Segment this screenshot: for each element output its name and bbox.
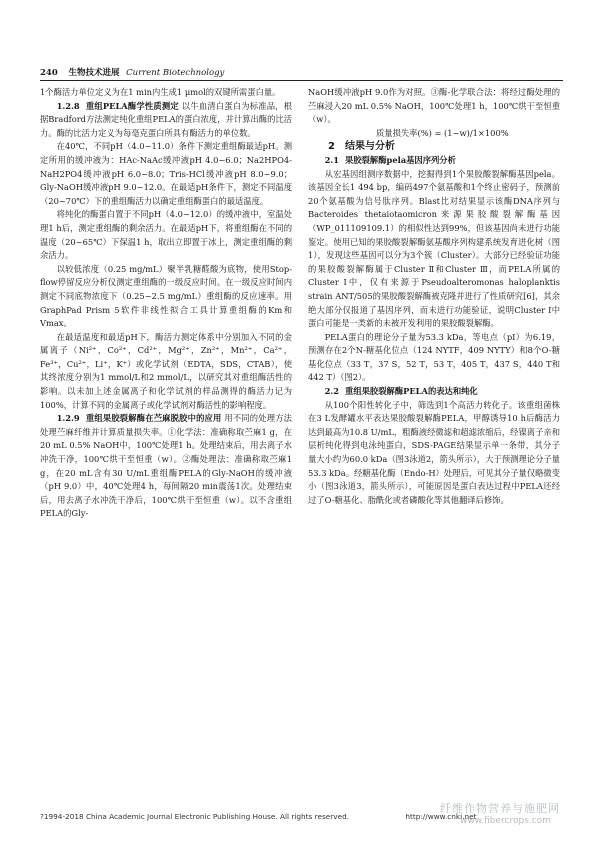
section-title: 重组果胶裂解酶PELA的表达和纯化 [345,386,478,397]
section-number: 2.2 [324,386,340,397]
journal-name-en: Current Biotechnology [126,68,225,78]
paragraph-sequence-analysis: 从宏基因组测序数据中，挖掘得到1个果胶酸裂解酶基因pela。该基因全长1 494 bp，编码497个氨基酸和1个终止密码子，预测前20个氨基酸为信号肽序列。Blast比对结果显示该酶DNA序列与Bacteroides thetaiotaomicron来源果胶酸裂解酶基因（WP_011109109.1）的相似性达到99%，但该基因尚未进行功能鉴定。使用已知的果胶酸裂解酶氨基酸序列构建系统发育进化树（图1），发现这些基因可以分为3个簇（Cluster）。大部分已经验证功能的果胶酸裂解酶属于Cluster Ⅱ和Cluster Ⅲ，而PELA所属的Cluster Ⅰ中，仅有来源于Pseudoalteromonas haloplanktis strain ANT/505的果胶酸裂解酶被克隆并进行了性质研究[6]，其余绝大部分仅报道了基因序列，而未进行功能验证，说明Cluster Ⅰ中蛋白可能是一类新的未被开发利用的果胶酸裂解酶。 [308,168,560,329]
paragraph-optimal-ph: 在40℃，不同pH（4.0~11.0）条件下测定重组酶最适pH。测定所用的缓冲液为：HAc-NaAc缓冲液pH 4.0~6.0；Na2HPO4-NaH2PO4缓冲液pH 6.0~8.0；Tris-HCl缓冲液pH 8.0~9.0；Gly-NaOH缓冲液pH 9.0~12.0。在最适pH条件下，测定不同温度（20~70℃）下的重组酶活力以确定重组酶蛋白的最适温度。 [40,141,292,206]
section-number: 1.2.9 [56,413,80,424]
section-2-1-heading [308,154,560,168]
watermark-url: www.fibercrops.com [460,816,551,826]
journal-name-cn: 生物技术进展 [68,68,120,78]
page-number: 240 [40,68,58,78]
section-number: 2 [328,141,335,153]
copyright-notice: ?1994-2018 China Academic Journal Electronic Publishing House. All rights reserved. [40,812,350,821]
section-title: 果胶裂解酶pela基因序列分析 [345,154,456,165]
left-column [40,86,292,521]
right-column [308,86,560,507]
section-number: 1.2.8 [56,100,80,111]
section-1-2-9 [40,412,292,521]
paragraph-pela-properties: PELA蛋白的理论分子量为53.3 kDa，等电点（pI）为6.19，预测存在2个N-糖基化位点（124 NYTF，409 NYTY）和8个O-糖基化位点（33 T，37 S，52 T，53 T，405 T，437 S，440 T和442 T）（图2）。 [308,331,560,383]
paragraph-metal-ions: 在最适温度和最适pH下，酶活力测定体系中分别加入不同的金属离子（Ni²⁺，Co²⁺，Cd²⁺，Mg²⁺，Zn²⁺，Mn²⁺，Ca²⁺，Fe³⁺，Cu²⁺，Li⁺，K⁺）或化学试剂（EDTA，SDS，CTAB），使其终浓度分别为1 mmol/L和2 mmol/L，以研究其对重组酶活性的影响。以未加上述金属离子和化学试剂的样品测得的酶活力记为100%，计算不同的金属离子或化学试剂对酶活性的影响程度。 [40,331,292,410]
paragraph-expression: 从100个阳性转化子中，筛选到1个高活力转化子。该重组菌株在3 L发酵罐水平表达果胶酸裂解酶PELA，甲醇诱导10 h后酶活力达到最高为10.8 U/mL，粗酶液经微滤和超滤浓缩后，经镍离子亲和层析纯化得到电泳纯蛋白，SDS-PAGE结果显示单一条带，其分子量大小约为60.0 kDa（图3泳道2，箭头所示），大于预测理论分子量53.3 kDa。经糖基化酶（Endo-H）处理后，可见其分子量仅略微变小（图3泳道3，箭头所示），可能原因是蛋白表达过程中PELA还经过了O-糖基化、脂酰化或者磷酸化等其他翻译后修饰。 [308,399,561,505]
paragraph-unit-definition: 1个酶活力单位定义为在1 min内生成1 μmol的双键所需蛋白量。 [40,87,281,97]
section-title: 重组PELA酶学性质测定 [85,100,179,111]
paragraph-stability: 将纯化的酶蛋白置于不同pH（4.0~12.0）的缓冲液中，室温处理1 h后，测定重组酶的剩余活力。在最适pH下，将重组酶在不同的温度（20~65℃）下保温1 h，取出立即置于冰上，测定重组酶的剩余活力。 [40,209,292,261]
paragraph-continuation: NaOH缓冲液pH 9.0作为对照。③酶-化学联合法：将经过酶处理的苎麻浸入20 mL 0.5% NaOH，100℃处理1 h，100℃烘干至恒重（w）。 [308,87,560,125]
section-title: 结果与分析 [344,141,395,153]
paragraph-kinetics: 以较低浓度（0.25 mg/mL）聚半乳糖醛酸为底物，使用Stop-flow停留反应分析仪测定重组酶的一级反应时间。在一级反应时间内测定不同底物浓度下（0.25~2.5 mg/mL）重组酶的反应速率。用GraphPad Prism 5软件非线性拟合工具计算重组酶的Km和Vmax。 [40,263,292,329]
footer-link[interactable]: http://www.cnki.net [405,812,477,821]
running-header [40,66,560,80]
page-footer [40,812,560,824]
section-2-heading [308,140,560,154]
section-text: 以牛血清白蛋白为标准品，根据Bradford方法测定纯化重组PELA的蛋白浓度，并计算出酶的比活力。酶的比活力定义为每毫克蛋白所具有酶活力的单位数。 [40,100,292,138]
mass-loss-formula: 质量损失率(%) = (1−w)/1×100% [375,127,509,138]
watermark-text: 纤维作物营养与施肥网 [440,802,560,815]
section-text: 用不同的处理方法处理苎麻纤维并计算质量损失率。①化学法：准确称取苎麻1 g，在20 mL 0.5% NaOH中，100℃处理1 h。处理结束后，用去离子水冲洗干净，100℃烘干至恒重（w）。②酶处理法：准确称取苎麻1 g，在20 mL含有30 U/mL重组酶PELA的Gly-NaOH的缓冲液（pH 9.0）中，40℃处理4 h，每间隔20 min震荡1次。处理结束后，用去离子水冲洗干净后，100℃烘干至恒重（w）。以不含重组PELA的Gly- [40,413,292,519]
section-2-2-heading [308,385,560,399]
header-divider [40,80,563,81]
section-title: 重组果胶裂解酶在苎麻脱胶中的应用 [85,413,222,424]
section-1-2-8 [40,100,292,141]
section-number: 2.1 [324,154,340,165]
